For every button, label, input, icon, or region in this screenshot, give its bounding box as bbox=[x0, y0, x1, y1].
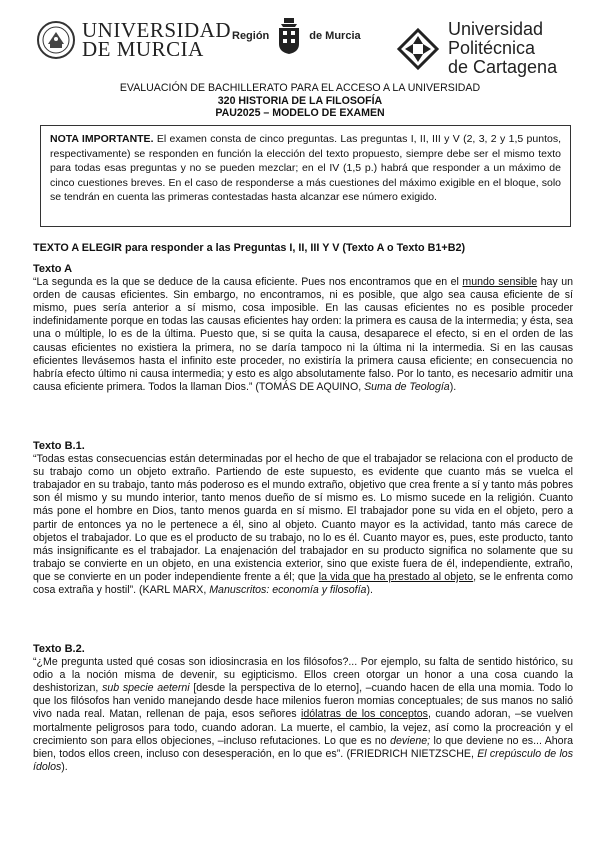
note-body: El examen consta de cinco preguntas. Las preguntas I, II, III y V (2, 3, 2 y 1,5 puntos, respectivamente) se responden en función la elección del texto propuesto, siempre debe ser el mismo texto para todas esas preguntas y no se pueden mezclar; en el IV (1,5 p.) habrá que responder a un máximo de cinco cuestiones breves. En el caso de responderse a más cuestiones del máximo exigible en el bloque, solo se tendrán en cuenta las primeras contestadas hasta alcanzar ese número exigido. bbox=[50, 133, 561, 204]
texto-b2-deviene: deviene; bbox=[390, 734, 431, 747]
texto-b1-p3: ). bbox=[366, 584, 373, 597]
texto-b2-latin: sub specie aeterni bbox=[102, 682, 190, 695]
um-seal-icon bbox=[36, 20, 76, 60]
texto-b2 bbox=[33, 643, 573, 774]
texto-b1-title: Texto B.1. bbox=[33, 440, 85, 452]
note-label: NOTA IMPORTANTE. bbox=[50, 133, 154, 145]
texto-b2-p3: , cuando adoran, –se vuelven mortalmente peligrosos para todo, cuando adoran. La muerte, el cambio, la vejez, así como la procreación y el crecimiento son para ellos objeciones, –incluso refutaciones. Lo que es no bbox=[33, 708, 574, 747]
upct-logo-line3: de Cartagena bbox=[448, 57, 558, 77]
upct-logo-line2: Politécnica bbox=[448, 38, 536, 58]
universidad-de-murcia-logo bbox=[36, 20, 231, 60]
exam-title-line1: EVALUACIÓN DE BACHILLERATO PARA EL ACCESO A LA UNIVERSIDAD bbox=[119, 82, 481, 94]
texto-b2-p5: ). bbox=[61, 760, 68, 773]
rm-logo-left: Región bbox=[232, 30, 270, 42]
texto-b2-p2: [desde la perspectiva de lo eterno], –cuando hacen de ella una momia. Todo lo que los filósofos han venido manejando desde hace milenios fueron momias conceptuales; de sus manos no salió vivo nada real. Matan, rellenan de paja, esos señores bbox=[33, 682, 573, 721]
texto-b2-source: El crepúsculo de los ídolos bbox=[33, 747, 573, 773]
texto-a-source: Suma de Teología bbox=[364, 380, 450, 393]
section-heading: TEXTO A ELEGIR para responder a las Preguntas I, II, III Y V (Texto A o Texto B1+B2) bbox=[33, 242, 466, 254]
texto-a-p1: “La segunda es la que se deduce de la causa eficiente. Pues nos encontramos que en el bbox=[33, 276, 463, 289]
upct-emblem-icon bbox=[396, 27, 440, 71]
exam-title-subject: 320 HISTORIA DE LA FILOSOFÍA bbox=[217, 94, 383, 107]
page-header bbox=[0, 14, 600, 84]
texto-b1 bbox=[33, 440, 573, 597]
texto-a-underline: mundo sensible bbox=[462, 276, 538, 289]
um-logo-line2: DE MURCIA bbox=[82, 37, 204, 61]
texto-a-title: Texto A bbox=[33, 263, 73, 275]
texto-b1-p1: “Todas estas consecuencias están determinadas por el hecho de que el trabajador se relaciona con el producto de su trabajo como un objeto extraño. Partiendo de este supuesto, es evidente que cuanto más se vuelca el trabajador en su trabajo, tanto más poderoso es el mundo extraño, objetivo que crea frente a sí y tanto más pobres son él mismo y su mundo interior, tanto menos dueño de sí mismo es. Lo mismo sucede en la religión. Cuanto más pone el hombre en Dios, tanto menos guarda en sí mismo. El trabajador pone su vida en el objeto, pero a partir de entonces ya no le pertenece a él, sino al objeto. Cuanto mayor es la actividad, tanto más carece de objetos el trabajador. Lo que es el producto de su trabajo, no lo es él. Cuanto mayor es, pues, este producto, tanto más insignificante es el trabajador. La enajenación del trabajador en su producto significa no solamente que su trabajo se convierte en un objeto, en una existencia exterior, sino que existe fuera de él, independiente, extraño, que se convierte en un poder independiente frente a él; que bbox=[33, 453, 574, 583]
region-shield-icon bbox=[275, 16, 303, 56]
um-logo-line1: UNIVERSIDAD bbox=[82, 18, 231, 42]
upct-logo bbox=[396, 20, 557, 77]
texto-b2-title: Texto B.2. bbox=[33, 643, 85, 655]
texto-a bbox=[33, 263, 573, 394]
exam-title-model: PAU2025 – MODELO DE EXAMEN bbox=[215, 107, 385, 119]
texto-b2-p1: “¿Me pregunta usted qué cosas son idiosincrasia en los filósofos?... Por ejemplo, su falta de sentido histórico, su odio a la noción misma de devenir, su egipticismo. Ellos creen otorgar un honor a una cosa cuando la deshistorizan, bbox=[33, 656, 573, 695]
texto-b2-underline: idólatras de los conceptos bbox=[300, 708, 428, 721]
texto-a-p3: ). bbox=[449, 380, 457, 393]
texto-b2-body bbox=[33, 656, 573, 774]
texto-b1-p2: , se le enfrenta como cosa extraña y hostil”. (KARL MARX, bbox=[33, 570, 573, 597]
texto-b2-p4: lo que deviene no es... Ahora bien, todos ellos creen, incluso con desesperación, en lo que es”. (FRIEDRICH NIETZSCHE, bbox=[33, 734, 573, 760]
important-note-box bbox=[40, 125, 571, 227]
texto-b1-body bbox=[33, 453, 573, 597]
texto-a-p2: hay un orden de causas eficientes. Sin embargo, no encontramos, ni es posible, que algo sea causa eficiente de sí mismo, pues sería anterior a sí mismo, cosa imposible. En las causas eficientes no es posible proceder indefinidamente porque en todas las causas eficientes hay orden: la primera es causa de la intermedia; y ésta, sea una o múltiple, lo es de la última. Puesto que, si se quita la causa, desaparece el efecto, si en el orden de las causas eficientes no existiera la primera, no se daría tampoco ni la última ni la intermedia. Si en las causas eficientes llevásemos hasta el infinito este proceder, no existiría la primera causa eficiente; en consecuencia no habría efecto último ni causa intermedia; y esto es algo absolutamente falso. Por lo tanto, es necesario admitir una causa eficiente primera. Todos la llaman Dios.” (TOMÁS DE AQUINO, bbox=[33, 276, 574, 393]
rm-logo-right: de Murcia bbox=[309, 30, 361, 42]
texto-b1-source: Manuscritos: economía y filosofía bbox=[209, 584, 367, 597]
texto-b1-underline: la vida que ha prestado al objeto bbox=[318, 570, 474, 583]
region-de-murcia-logo bbox=[232, 16, 361, 56]
exam-titles bbox=[0, 82, 600, 120]
upct-logo-line1: Universidad bbox=[448, 19, 544, 39]
texto-a-body bbox=[33, 276, 573, 394]
